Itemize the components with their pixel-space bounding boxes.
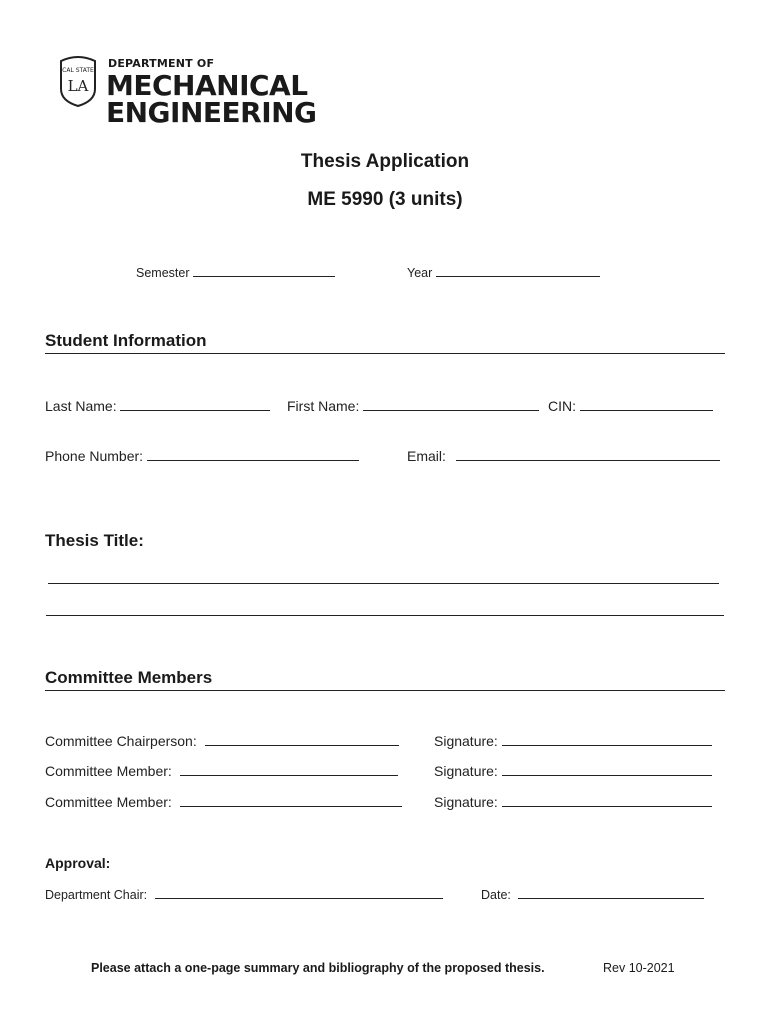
date-label: Date: (481, 888, 511, 902)
logo-department-of: DEPARTMENT OF (108, 57, 215, 70)
student-information-heading: Student Information (45, 331, 725, 354)
signature-label: Signature: (434, 763, 498, 779)
committee-chair-signature-line[interactable] (502, 732, 712, 746)
year-field[interactable] (407, 263, 600, 280)
university-seal-logo (58, 55, 98, 107)
thesis-title-line-2[interactable] (46, 615, 724, 616)
phone-input-line[interactable] (147, 447, 359, 461)
semester-label: Semester (136, 266, 190, 280)
svg-text:CAL STATE: CAL STATE (62, 67, 94, 74)
department-chair-line[interactable] (155, 885, 443, 899)
committee-role-label: Committee Chairperson: (45, 733, 197, 749)
thesis-title-heading: Thesis Title: (45, 531, 144, 550)
first-name-label: First Name: (287, 398, 360, 414)
signature-label: Signature: (434, 733, 498, 749)
cin-input-line[interactable] (580, 397, 713, 411)
course-code: ME 5990 (3 units) (307, 189, 463, 210)
committee-members-heading: Committee Members (45, 668, 725, 691)
year-input-line[interactable] (436, 263, 600, 277)
first-name-field[interactable] (287, 397, 539, 414)
year-label: Year (407, 266, 433, 280)
footer-note: Please attach a one-page summary and bibliography of the proposed thesis. (91, 961, 545, 975)
approval-date-line[interactable] (518, 885, 704, 899)
committee-member-1-field[interactable] (45, 762, 398, 779)
committee-chair-signature-field[interactable] (434, 732, 712, 749)
department-chair-label: Department Chair: (45, 888, 148, 902)
committee-chair-name-line[interactable] (205, 732, 399, 746)
approval-date-field[interactable] (481, 885, 704, 902)
semester-input-line[interactable] (193, 263, 335, 277)
committee-member-1-name-line[interactable] (180, 762, 398, 776)
signature-label: Signature: (434, 794, 498, 810)
email-label: Email: (407, 448, 446, 464)
svg-text:LA: LA (67, 77, 89, 95)
revision-label: Rev 10-2021 (603, 961, 675, 975)
logo-mechanical: MECHANICAL (106, 69, 308, 102)
committee-member-2-field[interactable] (45, 793, 402, 810)
last-name-label: Last Name: (45, 398, 117, 414)
committee-member-2-signature-field[interactable] (434, 793, 712, 810)
semester-field[interactable] (136, 263, 335, 280)
phone-label: Phone Number: (45, 448, 144, 464)
logo-engineering: ENGINEERING (106, 96, 317, 129)
committee-member-2-name-line[interactable] (180, 793, 402, 807)
committee-role-label: Committee Member: (45, 763, 172, 779)
cin-field[interactable] (548, 397, 713, 414)
email-input-line[interactable] (456, 447, 720, 461)
approval-heading: Approval: (45, 855, 111, 871)
committee-member-1-signature-field[interactable] (434, 762, 712, 779)
department-chair-field[interactable] (45, 885, 443, 902)
last-name-field[interactable] (45, 397, 270, 414)
phone-field[interactable] (45, 447, 359, 464)
cin-label: CIN: (548, 398, 576, 414)
committee-chair-field[interactable] (45, 732, 399, 749)
committee-member-1-signature-line[interactable] (502, 762, 712, 776)
form-title: Thesis Application (300, 151, 470, 172)
committee-member-2-signature-line[interactable] (502, 793, 712, 807)
first-name-input-line[interactable] (363, 397, 539, 411)
last-name-input-line[interactable] (120, 397, 270, 411)
thesis-title-line-1[interactable] (48, 583, 719, 584)
committee-role-label: Committee Member: (45, 794, 172, 810)
email-field[interactable] (407, 447, 720, 464)
